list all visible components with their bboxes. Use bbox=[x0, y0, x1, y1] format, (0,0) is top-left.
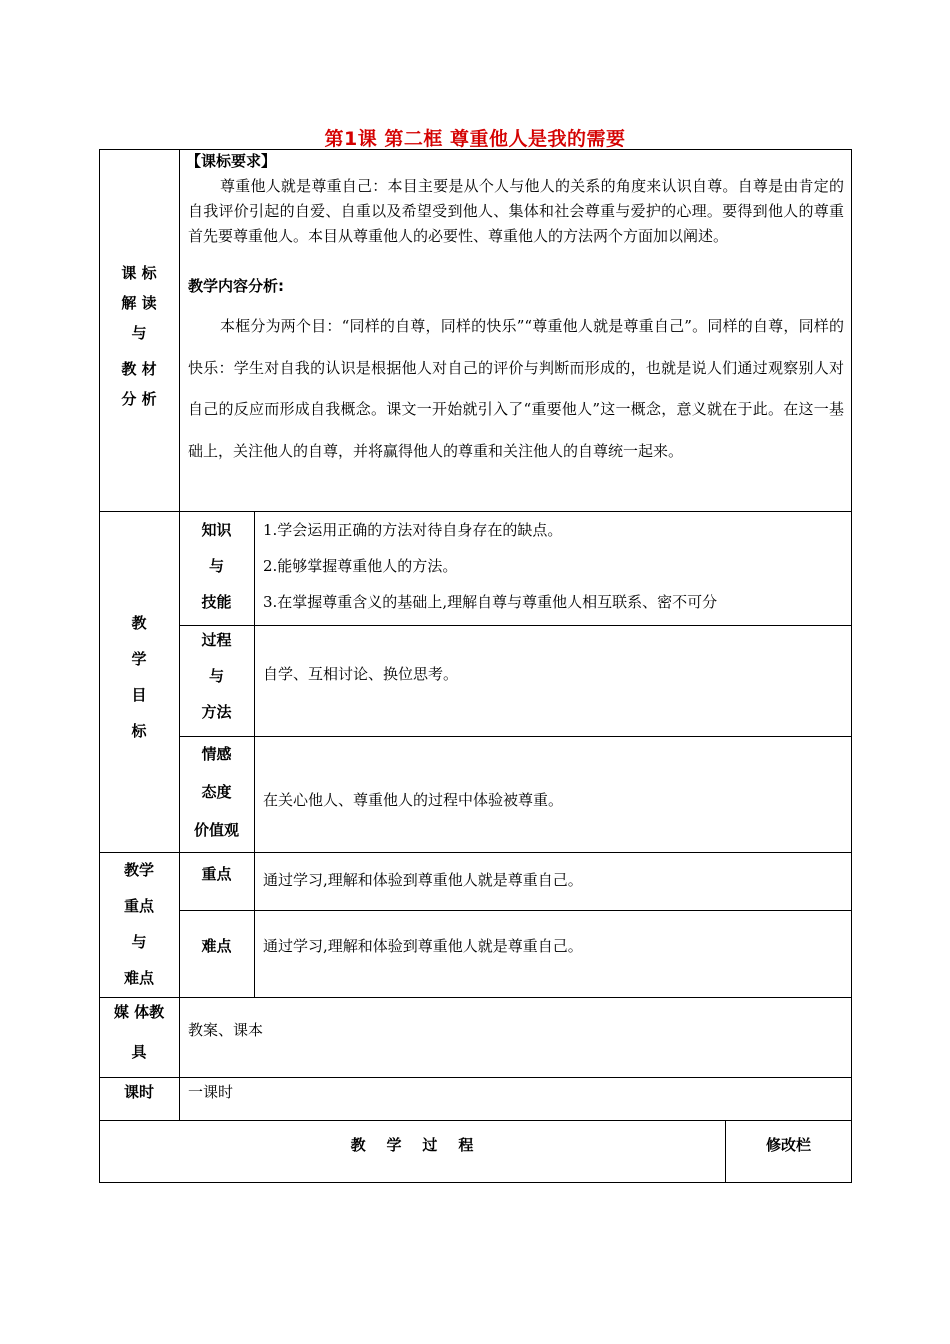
subrow-divider bbox=[179, 625, 852, 626]
media-label bbox=[99, 999, 179, 1065]
label-line: 与 bbox=[208, 667, 224, 685]
list-item: 3.在掌握尊重含义的基础上,理解自尊与尊重他人相互联系、密不可分 bbox=[263, 593, 718, 611]
row-divider bbox=[99, 1120, 852, 1121]
requirements-text: 尊重他人就是尊重自己：本目主要是从个人与他人的关系的角度来认识自尊。自尊是由肯定的自我评价引起的自爱、自重以及希望受到他人、集体和社会尊重与爱护的心理。要得到他人的尊重首先要尊重他人。本目从尊重他人的必要性、尊重他人的方法两个方面加以阐述。 bbox=[188, 177, 844, 245]
emotion-text: 在关心他人、尊重他人的过程中体验被尊重。 bbox=[263, 791, 564, 809]
label-line: 媒 体教 bbox=[113, 1003, 165, 1021]
page-title: 第1课 第二框 尊重他人是我的需要 bbox=[324, 128, 626, 150]
hours-label: 课时 bbox=[123, 1083, 154, 1101]
process-text: 自学、互相讨论、换位思考。 bbox=[263, 665, 459, 683]
label-line: 过程 bbox=[201, 631, 232, 649]
label-line: 课 标 bbox=[121, 264, 157, 282]
subrow-divider bbox=[179, 910, 852, 911]
label-line: 方法 bbox=[201, 703, 232, 721]
analysis-heading: 教学内容分析: bbox=[188, 277, 284, 295]
section-label-keypoints bbox=[99, 852, 179, 996]
list-item: 1.学会运用正确的方法对待自身存在的缺点。 bbox=[263, 521, 563, 539]
label-line: 标 bbox=[131, 722, 147, 740]
column-divider bbox=[254, 511, 255, 997]
key-point-text: 通过学习,理解和体验到尊重他人就是尊重自己。 bbox=[263, 871, 583, 889]
row-divider bbox=[99, 852, 852, 853]
requirements-heading: 【课标要求】 bbox=[186, 152, 277, 170]
revision-column-heading: 修改栏 bbox=[765, 1136, 811, 1154]
label-line: 具 bbox=[131, 1043, 147, 1061]
process-label bbox=[179, 622, 254, 730]
emotion-label bbox=[179, 735, 254, 849]
analysis-text: 本框分为两个目：“同样的自尊，同样的快乐”“尊重他人就是尊重自己”。同样的自尊，同样的快乐：学生对自我的认识是根据他人对自己的评价与判断而形成的，也就是说人们通过观察别人对自己的反应而形成自我概念。课文一开始就引入了“重要他人”这一概念，意义就在于此。在这一基础上，关注他人的自尊，并将赢得他人的尊重和关注他人的自尊统一起来。 bbox=[188, 317, 844, 460]
label-line: 解 读 bbox=[121, 294, 157, 312]
row-divider bbox=[99, 1077, 852, 1078]
knowledge-label bbox=[179, 512, 254, 620]
label-line: 情感 bbox=[201, 745, 232, 763]
subrow-divider bbox=[179, 736, 852, 737]
knowledge-list bbox=[263, 512, 717, 620]
label-line: 态度 bbox=[201, 783, 232, 801]
media-text: 教案、课本 bbox=[188, 1021, 264, 1039]
label-line: 技能 bbox=[201, 593, 232, 611]
label-line: 与 bbox=[208, 557, 224, 575]
label-line: 分 析 bbox=[121, 390, 157, 408]
teaching-process-heading: 教 学 过 程 bbox=[350, 1136, 474, 1154]
label-line: 教 材 bbox=[121, 360, 157, 378]
list-item: 2.能够掌握尊重他人的方法。 bbox=[263, 557, 458, 575]
section-label-goals bbox=[99, 605, 179, 749]
label-line: 教学 bbox=[123, 861, 154, 879]
label-line: 难点 bbox=[123, 969, 154, 987]
section-label-curriculum bbox=[99, 258, 179, 414]
row-divider bbox=[99, 997, 852, 998]
difficult-point-text: 通过学习,理解和体验到尊重他人就是尊重自己。 bbox=[263, 937, 583, 955]
hours-text: 一课时 bbox=[188, 1083, 234, 1101]
label-line: 学 bbox=[131, 650, 147, 668]
label-line: 重点 bbox=[123, 897, 154, 915]
label-line: 价值观 bbox=[193, 821, 239, 839]
label-line: 教 bbox=[131, 614, 147, 632]
key-point-label: 重点 bbox=[201, 865, 232, 883]
label-line: 与 bbox=[131, 324, 147, 342]
difficult-point-label: 难点 bbox=[201, 937, 232, 955]
label-line: 与 bbox=[131, 933, 147, 951]
label-line: 目 bbox=[131, 686, 147, 704]
label-line: 知识 bbox=[201, 521, 232, 539]
